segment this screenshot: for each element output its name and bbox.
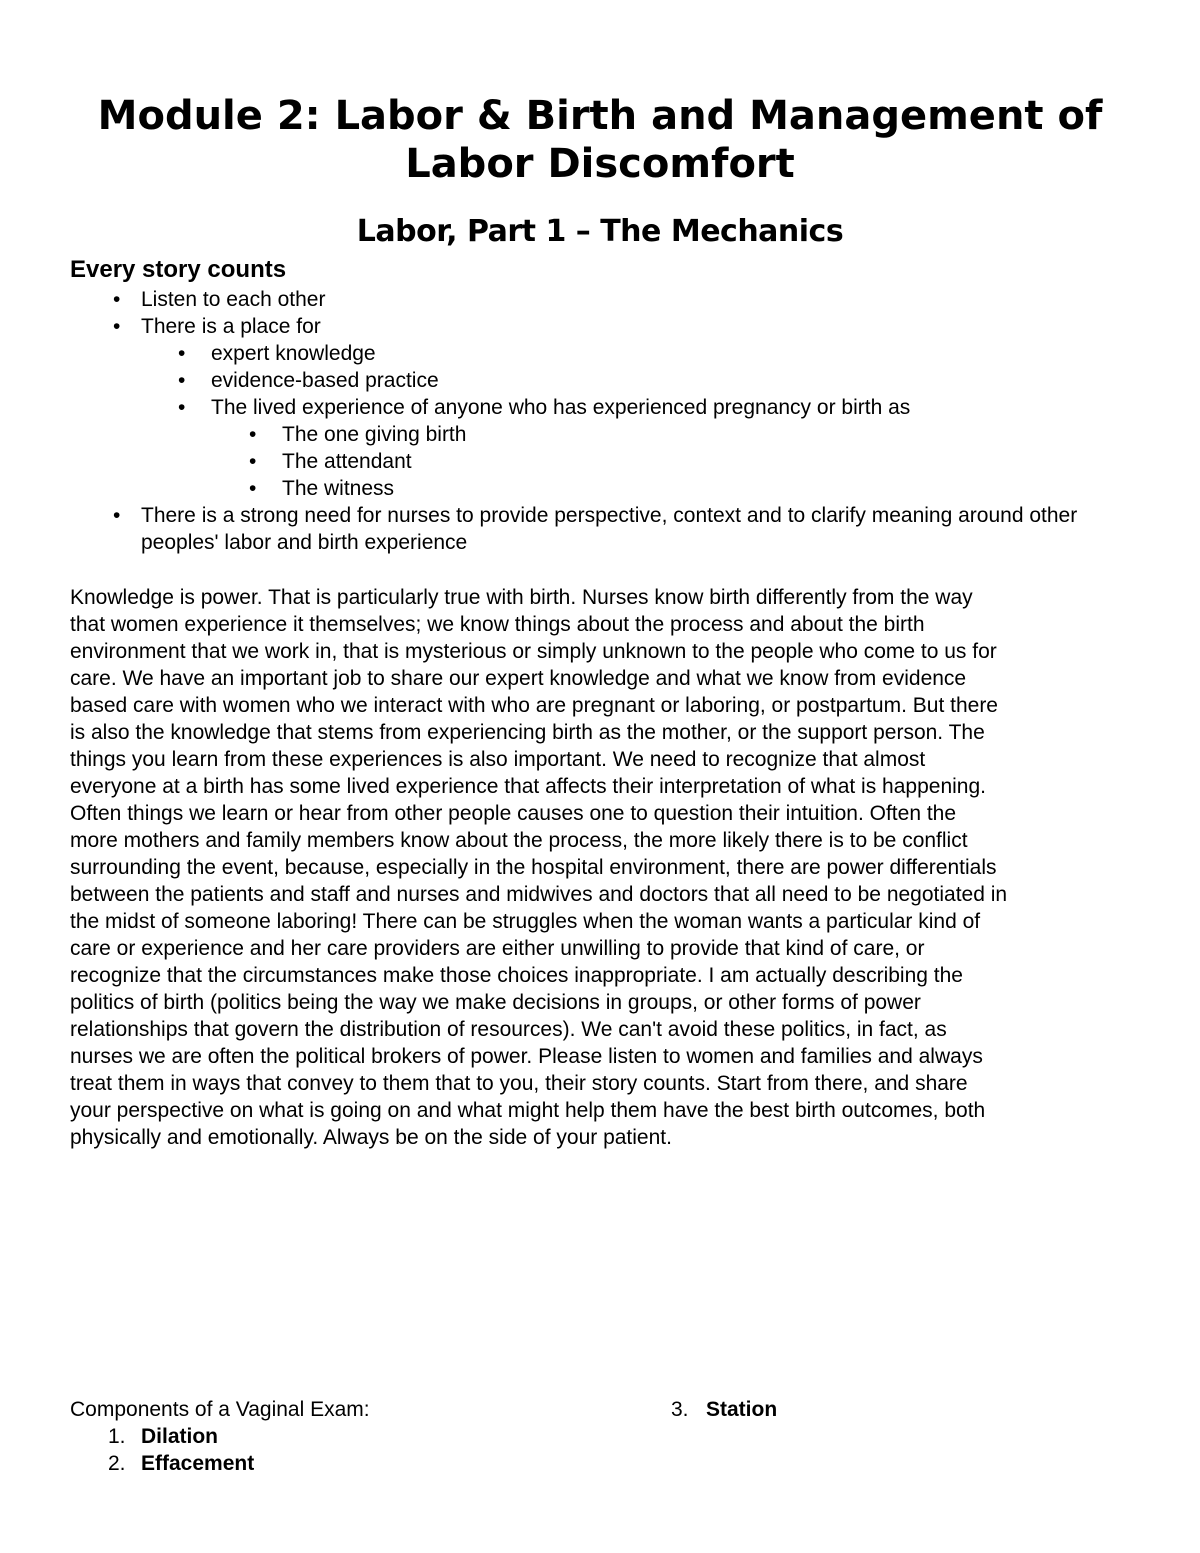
- paragraph-line: your perspective on what is going on and what might help them have the best birth outcomes, both: [70, 1099, 986, 1122]
- item-number: 1.: [108, 1425, 126, 1448]
- bullet-text: Listen to each other: [141, 288, 326, 311]
- paragraph-line: that women experience it themselves; we know things about the process and about the birth: [70, 613, 925, 636]
- body-paragraph: [70, 584, 1140, 1151]
- paragraph-line: environment that we work in, that is mysterious or simply unknown to the people who come to us for: [70, 640, 997, 663]
- item-number: 2.: [108, 1452, 126, 1475]
- bullet-icon: •: [249, 423, 257, 446]
- paragraph-line: politics of birth (politics being the way we make decisions in groups, or other forms of power: [70, 991, 921, 1014]
- bullet-icon: •: [178, 369, 186, 392]
- subtitle: Labor, Part 1 – The Mechanics: [356, 214, 844, 249]
- bullet-icon: •: [113, 504, 121, 527]
- paragraph-line: relationships that govern the distribution of resources). We can't avoid these politics, in fact, as: [70, 1018, 947, 1041]
- list-item: [0, 394, 1200, 421]
- bullet-icon: •: [178, 396, 186, 419]
- paragraph-line: more mothers and family members know about the process, the more likely there is to be conflict: [70, 829, 968, 852]
- list-item: [0, 286, 1200, 313]
- list-item: [0, 1450, 254, 1477]
- bullet-text: evidence-based practice: [211, 369, 439, 392]
- paragraph-line: care. We have an important job to share our expert knowledge and what we know from evidence: [70, 667, 967, 690]
- paragraph-line: the midst of someone laboring! There can be struggles when the woman wants a particular kind of: [70, 910, 981, 933]
- list-item: [0, 421, 1200, 448]
- bullet-text: There is a place for: [141, 315, 321, 338]
- paragraph-line: things you learn from these experiences is also important. We need to recognize that almost: [70, 748, 926, 771]
- paragraph-line: treat them in ways that convey to them that to you, their story counts. Start from there, and share: [70, 1072, 968, 1095]
- paragraph-line: recognize that the circumstances make those choices inappropriate. I am actually describing the: [70, 964, 963, 987]
- bullet-icon: •: [113, 315, 121, 338]
- list-item: [0, 367, 1200, 394]
- list-item: [0, 340, 1200, 367]
- bullet-icon: •: [249, 477, 257, 500]
- bullet-text: expert knowledge: [211, 342, 376, 365]
- components-label: Components of a Vaginal Exam:: [70, 1398, 370, 1421]
- paragraph-line: Often things we learn or hear from other people causes one to question their intuition. Often the: [70, 802, 957, 825]
- list-item: [0, 313, 1200, 340]
- paragraph-line: surrounding the event, because, especially in the hospital environment, there are power differentials: [70, 856, 997, 879]
- bullet-icon: •: [178, 342, 186, 365]
- bullet-text: There is a strong need for nurses to provide perspective, context and to clarify meaning around other peoples' labor and birth experience: [141, 504, 1078, 554]
- components-list: [0, 1423, 254, 1477]
- bullet-text: The witness: [282, 477, 395, 500]
- list-item: [0, 1423, 254, 1450]
- bullet-text: The lived experience of anyone who has experienced pregnancy or birth as: [211, 396, 911, 419]
- paragraph-line: care or experience and her care providers are either unwilling to provide that kind of care, or: [70, 937, 925, 960]
- list-item: [0, 502, 1200, 556]
- list-item: [0, 448, 1200, 475]
- item-text: Station: [706, 1398, 778, 1421]
- paragraph-line: is also the knowledge that stems from experiencing birth as the mother, or the support person. The: [70, 721, 985, 744]
- bullet-icon: •: [113, 288, 121, 311]
- item-number: 3.: [671, 1398, 689, 1421]
- list-item: [671, 1396, 777, 1423]
- paragraph-line: nurses we are often the political brokers of power. Please listen to women and families and always: [70, 1045, 983, 1068]
- item-text: Dilation: [141, 1425, 218, 1448]
- bullet-text: The attendant: [282, 450, 412, 473]
- paragraph-line: based care with women who we interact with who are pregnant or laboring, or postpartum. But there: [70, 694, 998, 717]
- item-text: Effacement: [141, 1452, 255, 1475]
- bullet-text: The one giving birth: [282, 423, 467, 446]
- title-line-1: Module 2: Labor & Birth and Management of: [97, 93, 1103, 139]
- title-line-2: Labor Discomfort: [405, 141, 795, 187]
- section-heading: Every story counts: [70, 256, 287, 283]
- paragraph-line: physically and emotionally. Always be on the side of your patient.: [70, 1126, 672, 1149]
- bullet-icon: •: [249, 450, 257, 473]
- bullet-list: [0, 286, 1200, 556]
- paragraph-line: Knowledge is power. That is particularly true with birth. Nurses know birth differently from the way: [70, 586, 973, 609]
- paragraph-line: everyone at a birth has some lived experience that affects their interpretation of what is happening.: [70, 775, 986, 798]
- paragraph-line: between the patients and staff and nurses and midwives and doctors that all need to be negotiated in: [70, 883, 1008, 906]
- page-title: [60, 92, 1140, 188]
- list-item: [0, 475, 1200, 502]
